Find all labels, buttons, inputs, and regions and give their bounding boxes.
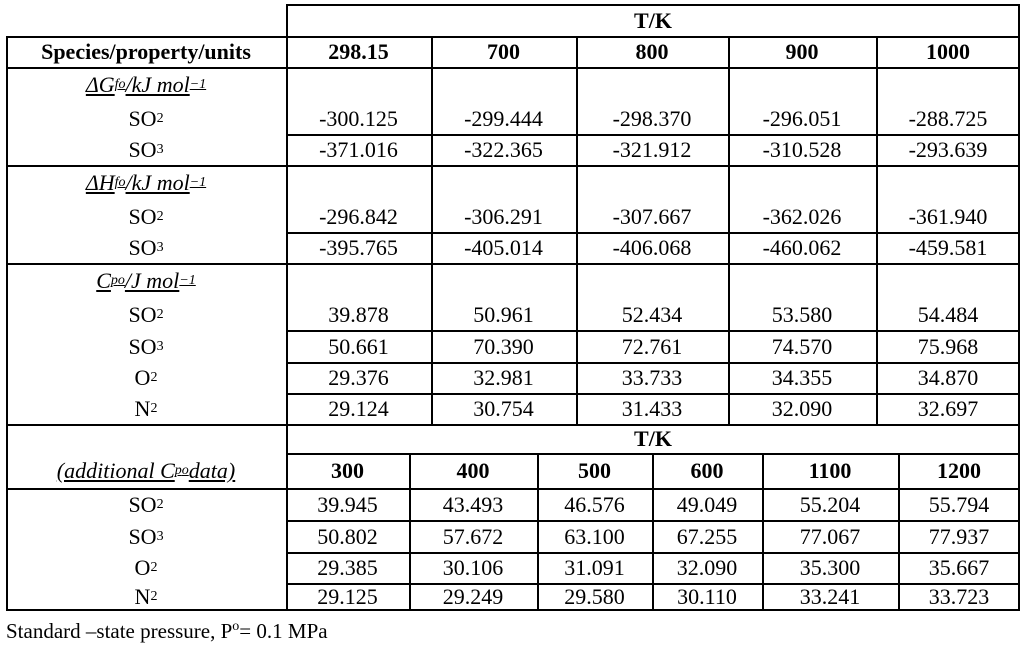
value-cell: 50.961	[473, 301, 534, 327]
temp-header: 298.15	[328, 39, 389, 64]
species-header: Species/property/units	[41, 39, 251, 64]
value-cell: -307.667	[612, 203, 692, 229]
value-cell: 32.981	[473, 365, 534, 390]
gibbs-label: ΔG f o /kJ mol −1	[85, 72, 207, 97]
value-cell: 34.355	[771, 365, 833, 390]
species-cell: O 2	[134, 555, 158, 580]
species-cell: SO 2	[128, 491, 164, 517]
value-cell: -361.940	[908, 203, 988, 229]
rule-bottom	[6, 609, 1020, 611]
species-cell: SO 3	[128, 235, 164, 260]
value-cell: 33.733	[621, 365, 683, 390]
species-cell: SO 3	[128, 523, 164, 549]
value-cell: -459.581	[908, 235, 988, 260]
value-cell: 77.067	[799, 523, 861, 549]
value-cell: -395.765	[319, 235, 398, 260]
enthalpy-symbol: ΔH	[85, 170, 115, 195]
additional-label: (additional C p o data)	[56, 458, 236, 483]
species-cell: O 2	[134, 365, 158, 390]
value-cell: 39.945	[317, 491, 378, 517]
value-cell: 32.090	[676, 555, 738, 580]
value-cell: 29.125	[317, 583, 378, 609]
value-cell: 33.723	[928, 583, 990, 609]
value-cell: 46.576	[564, 491, 625, 517]
species-cell: SO 2	[128, 203, 164, 229]
thermo-data-table	[6, 4, 1020, 610]
value-cell: 53.580	[771, 301, 833, 327]
value-cell: 29.249	[442, 583, 504, 609]
value-cell: 50.661	[328, 333, 389, 359]
value-cell: -321.912	[612, 137, 692, 162]
tk-header: T/K	[634, 7, 672, 33]
gibbs-symbol: ΔG	[85, 72, 115, 97]
value-cell: 52.434	[621, 301, 683, 327]
value-cell: 32.090	[771, 396, 833, 421]
value-cell: 67.255	[676, 523, 738, 549]
temp-header: 700	[487, 39, 520, 64]
value-cell: 77.937	[928, 523, 990, 549]
value-cell: 70.390	[473, 333, 534, 359]
temp-header: 800	[635, 39, 669, 64]
value-cell: -371.016	[319, 137, 398, 162]
value-cell: -300.125	[319, 105, 398, 131]
value-cell: -288.725	[908, 105, 988, 131]
value-cell: 49.049	[676, 491, 738, 517]
footnote: Standard –state pressure, $P^o= 0.1$ MPa	[6, 619, 328, 643]
value-cell: 33.241	[799, 583, 861, 609]
value-cell: 55.204	[799, 491, 861, 517]
value-cell: -310.528	[762, 137, 842, 162]
species-cell: N 2	[134, 583, 158, 609]
value-cell: -296.051	[762, 105, 842, 131]
value-cell: -293.639	[908, 137, 988, 162]
value-cell: 55.794	[928, 491, 990, 517]
temp-header: 500	[578, 458, 611, 483]
enthalpy-label: ΔH f o /kJ mol −1	[85, 170, 207, 195]
value-cell: 35.667	[928, 555, 990, 580]
value-cell: 54.484	[917, 301, 979, 327]
value-cell: 29.385	[317, 555, 378, 580]
species-cell: N 2	[134, 396, 158, 421]
value-cell: 35.300	[799, 555, 861, 580]
value-cell: 31.433	[621, 396, 683, 421]
additional-tk-header: T/K	[634, 426, 672, 451]
value-cell: -362.026	[762, 203, 842, 229]
temp-header: 600	[690, 458, 724, 483]
value-cell: 30.106	[442, 555, 504, 580]
species-cell: SO 2	[128, 301, 164, 327]
heat-capacity-symbol: C	[96, 268, 111, 293]
value-cell: 30.754	[473, 396, 534, 421]
temp-header: 1000	[926, 39, 970, 64]
value-cell: 75.968	[917, 333, 979, 359]
value-cell: 39.878	[328, 301, 389, 327]
value-cell: 34.870	[917, 365, 979, 390]
value-cell: 30.110	[677, 583, 737, 609]
heat-capacity-label: C p o /J mol −1	[96, 268, 196, 293]
value-cell: -406.068	[612, 235, 692, 260]
species-cell: SO 3	[128, 137, 164, 162]
temp-header: 1200	[937, 458, 981, 483]
value-cell: -298.370	[612, 105, 692, 131]
value-cell: -405.014	[464, 235, 543, 260]
value-cell: -322.365	[464, 137, 543, 162]
value-cell: 74.570	[771, 333, 833, 359]
value-cell: 63.100	[564, 523, 625, 549]
species-cell: SO 3	[128, 333, 164, 359]
value-cell: 29.580	[564, 583, 625, 609]
value-cell: -306.291	[464, 203, 543, 229]
value-cell: -296.842	[319, 203, 398, 229]
value-cell: 50.802	[317, 523, 378, 549]
value-cell: 72.761	[621, 333, 683, 359]
value-cell: 29.376	[328, 365, 389, 390]
value-cell: 29.124	[328, 396, 389, 421]
temp-header: 1100	[808, 458, 852, 483]
temp-header: 300	[331, 458, 364, 483]
value-cell: 57.672	[442, 523, 504, 549]
value-cell: 43.493	[442, 491, 504, 517]
temp-header: 400	[456, 458, 490, 483]
temp-header: 900	[785, 39, 819, 64]
value-cell: -460.062	[762, 235, 842, 260]
species-cell: SO 2	[128, 105, 164, 131]
value-cell: 31.091	[564, 555, 625, 580]
value-cell: -299.444	[464, 105, 543, 131]
value-cell: 32.697	[917, 396, 979, 421]
